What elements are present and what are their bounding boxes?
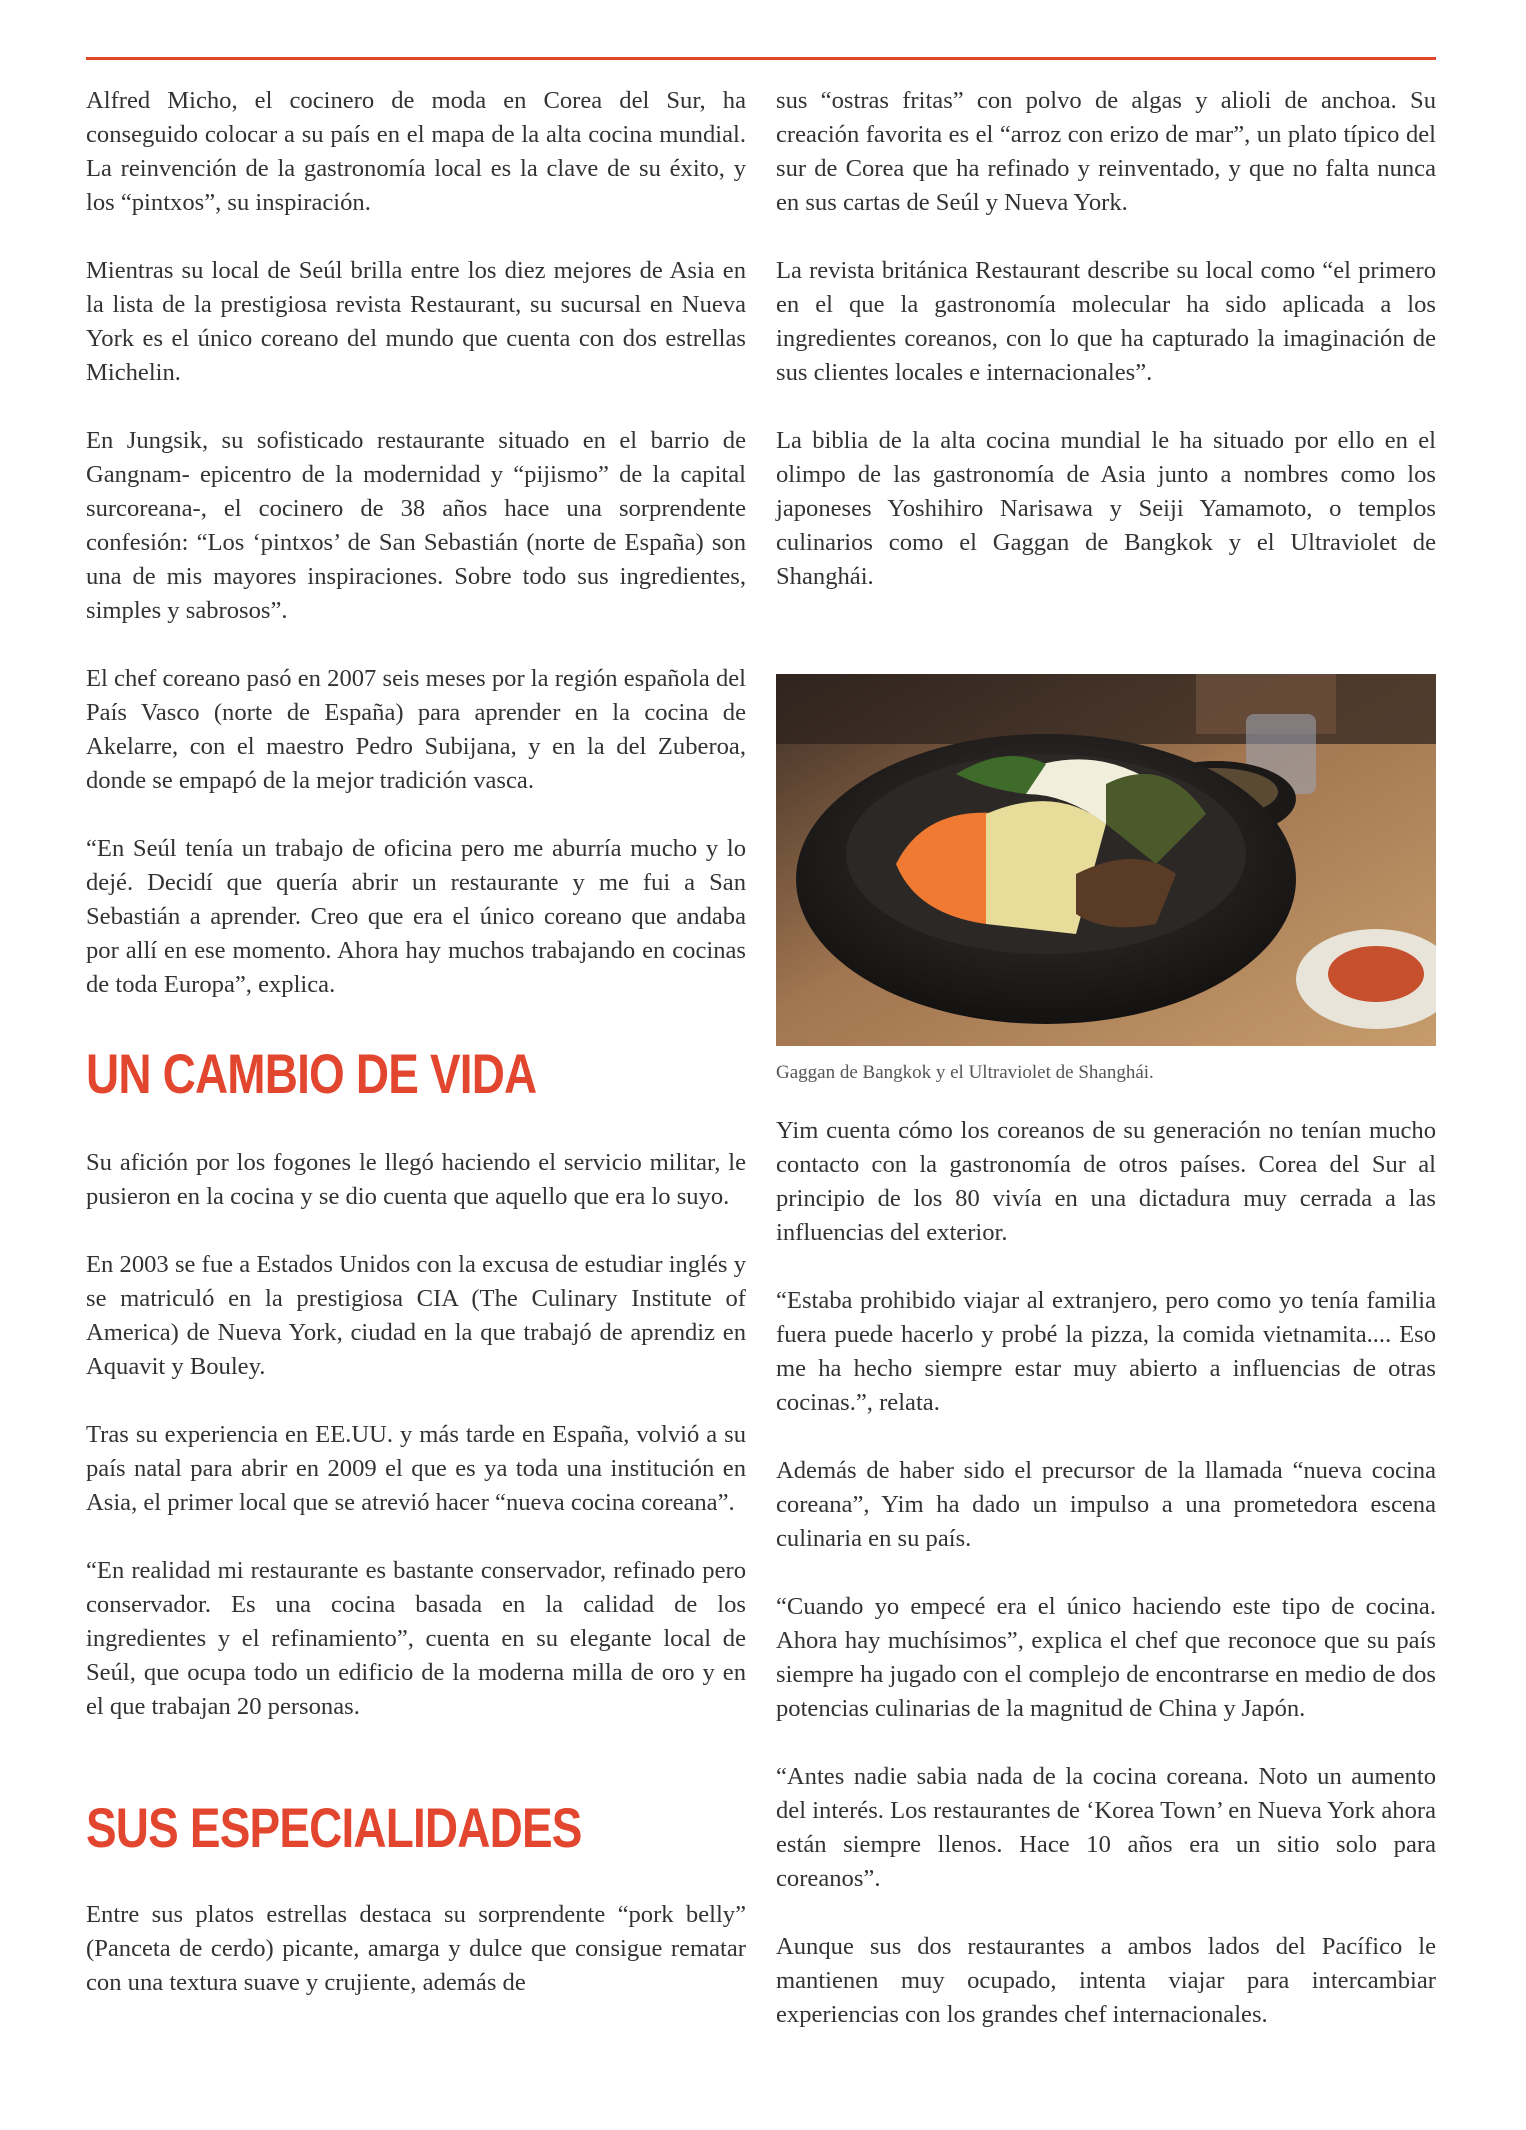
article-paragraph: “En Seúl tenía un trabajo de oficina pero me aburría mucho y lo dejé. Decidí que quería abrir un restaurante y me fui a San Sebastián a aprender. Creo que era el único coreano que andaba por allí en ese momento. Ahora hay muchos trabajando en cocinas de toda Europa”, explica. [86, 835, 746, 998]
article-paragraph: La revista británica Restaurant describe su local como “el primero en el que la gastronomía molecular ha sido aplicada a los ingredientes coreanos, con lo que ha capturado la imaginación de sus clientes locales e internacionales”. [776, 257, 1436, 386]
article-paragraph: Yim cuenta cómo los coreanos de su generación no tenían mucho contacto con la gastronomía de otros países. Corea del Sur al principio de los 80 vivía en una dictadura muy cerrada a las influencias del exterior. [776, 1117, 1436, 1246]
top-rule [86, 57, 1436, 60]
article-paragraph: Mientras su local de Seúl brilla entre los diez mejores de Asia en la lista de la prestigiosa revista Restaurant, su sucursal en Nueva York es el único coreano del mundo que cuenta con dos estrellas Michelin. [86, 257, 746, 386]
article-paragraph: En Jungsik, su sofisticado restaurante situado en el barrio de Gangnam- epicentro de la modernidad y “pijismo” de la capital surcoreana-, el cocinero de 38 años hace una sorprendente confesión: “Los ‘pintxos’ de San Sebastián (norte de España) son una de mis mayores inspiraciones. Sobre todo sus ingredientes, simples y sabrosos”. [86, 427, 746, 624]
article-paragraph: “Estaba prohibido viajar al extranjero, pero como yo tenía familia fuera puede hacerlo y probé la pizza, la comida vietnamita.... Eso me ha hecho siempre estar muy abierto a influencias de otras cocinas.”, relata. [776, 1287, 1436, 1416]
article-paragraph: “Cuando yo empecé era el único haciendo este tipo de cocina. Ahora hay muchísimos”, explica el chef que reconoce que su país siempre ha jugado con el complejo de encontrarse en medio de dos potencias culinarias de la magnitud de China y Japón. [776, 1593, 1436, 1722]
article-paragraph: “Antes nadie sabia nada de la cocina coreana. Noto un aumento del interés. Los restaurantes de ‘Korea Town’ en Nueva York ahora están siempre llenos. Hace 10 años era un sitio solo para coreanos”. [776, 1763, 1436, 1892]
article-paragraph: La biblia de la alta cocina mundial le ha situado por ello en el olimpo de las gastronomía de Asia junto a nombres como los japoneses Yoshihiro Narisawa y Seiji Yamamoto, o templos culinarios como el Gaggan de Bangkok y el Ultraviolet de Shanghái. [776, 427, 1436, 590]
article-paragraph: En 2003 se fue a Estados Unidos con la excusa de estudiar inglés y se matriculó en la prestigiosa CIA (The Culinary Institute of America) de Nueva York, ciudad en la que trabajó de aprendiz en Aquavit y Bouley. [86, 1251, 746, 1380]
article-paragraph: Aunque sus dos restaurantes a ambos lados del Pacífico le mantienen muy ocupado, intenta viajar para intercambiar experiencias con los grandes chef internacionales. [776, 1933, 1436, 2028]
photo-caption: Gaggan de Bangkok y el Ultraviolet de Shanghái. [776, 1062, 1154, 1083]
section-heading-especialidades: SUS ESPECIALIDADES [86, 1796, 582, 1859]
article-paragraph: sus “ostras fritas” con polvo de algas y alioli de anchoa. Su creación favorita es el “arroz con erizo de mar”, un plato típico del sur de Corea que ha refinado y reinventado, y que no falta nunca en sus cartas de Seúl y Nueva York. [776, 87, 1436, 216]
bibimbap-illustration [776, 674, 1436, 1046]
article-paragraph: El chef coreano pasó en 2007 seis meses por la región española del País Vasco (norte de España) para aprender en la cocina de Akelarre, con el maestro Pedro Subijana, y en la del Zuberoa, donde se empapó de la mejor tradición vasca. [86, 665, 746, 794]
article-paragraph: Además de haber sido el precursor de la llamada “nueva cocina coreana”, Yim ha dado un impulso a una prometedora escena culinaria en su país. [776, 1457, 1436, 1552]
article-paragraph: “En realidad mi restaurante es bastante conservador, refinado pero conservador. Es una cocina basada en la calidad de los ingredientes y el refinamiento”, cuenta en su elegante local de Seúl, que ocupa todo un edificio de la moderna milla de oro y en el que trabajan 20 personas. [86, 1557, 746, 1720]
article-paragraph: Tras su experiencia en EE.UU. y más tarde en España, volvió a su país natal para abrir en 2009 el que es ya toda una institución en Asia, el primer local que se atrevió hacer “nueva cocina coreana”. [86, 1421, 746, 1516]
section-heading-cambio-de-vida: UN CAMBIO DE VIDA [86, 1042, 537, 1105]
left-column [86, 84, 746, 2000]
bibimbap-photo [776, 674, 1436, 1046]
article-paragraph: Entre sus platos estrellas destaca su sorprendente “pork belly” (Panceta de cerdo) picante, amarga y dulce que consigue rematar con una textura suave y crujiente, además de [86, 1901, 746, 1996]
article-paragraph: Su afición por los fogones le llegó haciendo el servicio militar, le pusieron en la cocina y se dio cuenta que aquello que era lo suyo. [86, 1149, 746, 1210]
right-column [776, 84, 1436, 2032]
article-paragraph: Alfred Micho, el cocinero de moda en Corea del Sur, ha conseguido colocar a su país en el mapa de la alta cocina mundial. La reinvención de la gastronomía local es la clave de su éxito, y los “pintxos”, su inspiración. [86, 87, 746, 216]
